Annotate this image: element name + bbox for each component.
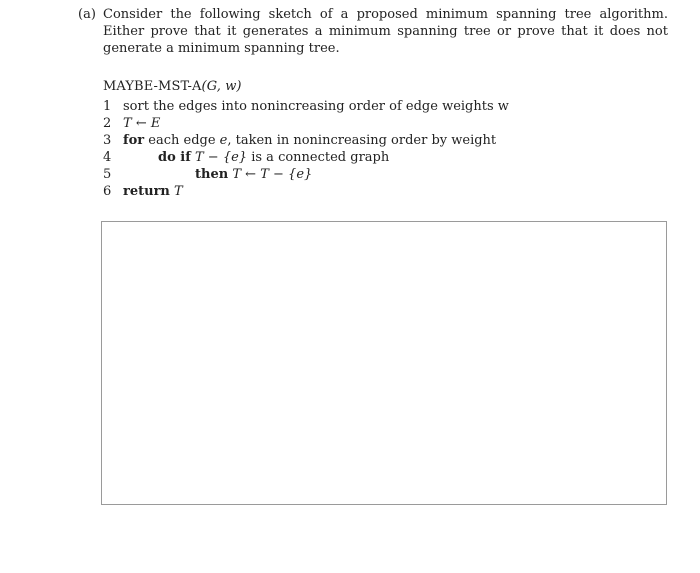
line-text-rest: is a connected graph	[251, 150, 390, 165]
question-block	[78, 6, 668, 57]
keyword-do-if: do if	[158, 150, 191, 165]
keyword-then: then	[195, 167, 229, 182]
var-t: T	[174, 184, 183, 199]
keyword-return: return	[123, 184, 170, 199]
algorithm-name: MAYBE-MST-A	[103, 79, 202, 94]
answer-box[interactable]	[101, 221, 667, 505]
var-t: T	[194, 150, 204, 165]
assign-arrow: ←	[135, 116, 147, 131]
minus-sign: −	[207, 150, 219, 165]
var-e-set: E	[150, 116, 161, 131]
line-number: 1	[103, 99, 112, 114]
algorithm-line-5	[103, 166, 603, 183]
line-number: 4	[103, 150, 112, 165]
var-t-rhs: T	[260, 167, 269, 182]
algorithm-line-1	[103, 98, 603, 115]
line-number: 2	[103, 116, 112, 131]
algorithm-line-3	[103, 132, 603, 149]
set-e: {e}	[222, 150, 248, 165]
assign-arrow: ←	[245, 167, 257, 182]
line-number: 5	[103, 167, 112, 182]
algorithm-line-6	[103, 183, 603, 200]
algorithm-line-4	[103, 149, 603, 166]
algorithm-line-2	[103, 115, 603, 132]
algorithm-params: (G, w)	[201, 79, 242, 94]
minus-sign: −	[273, 167, 284, 182]
line-number: 3	[103, 133, 112, 148]
line-text: each edge	[148, 133, 216, 148]
question-label: (a)	[78, 7, 96, 22]
line-number: 6	[103, 184, 112, 199]
line-text: sort the edges into nonincreasing order of edge weights w	[123, 99, 509, 114]
algorithm-block	[103, 78, 603, 200]
algorithm-title	[103, 78, 603, 96]
var-t: T	[232, 167, 241, 182]
question-text: Consider the following sketch of a proposed minimum spanning tree algorithm. Either prove that it generates a minimum spanning tree or prove that it does not generate a minimum spanning tree.	[103, 7, 668, 56]
set-e: {e}	[288, 167, 313, 182]
keyword-for: for	[123, 133, 145, 148]
var-t: T	[123, 116, 132, 131]
var-e: e	[219, 133, 228, 148]
line-text-rest: , taken in nonincreasing order by weight	[227, 133, 497, 148]
